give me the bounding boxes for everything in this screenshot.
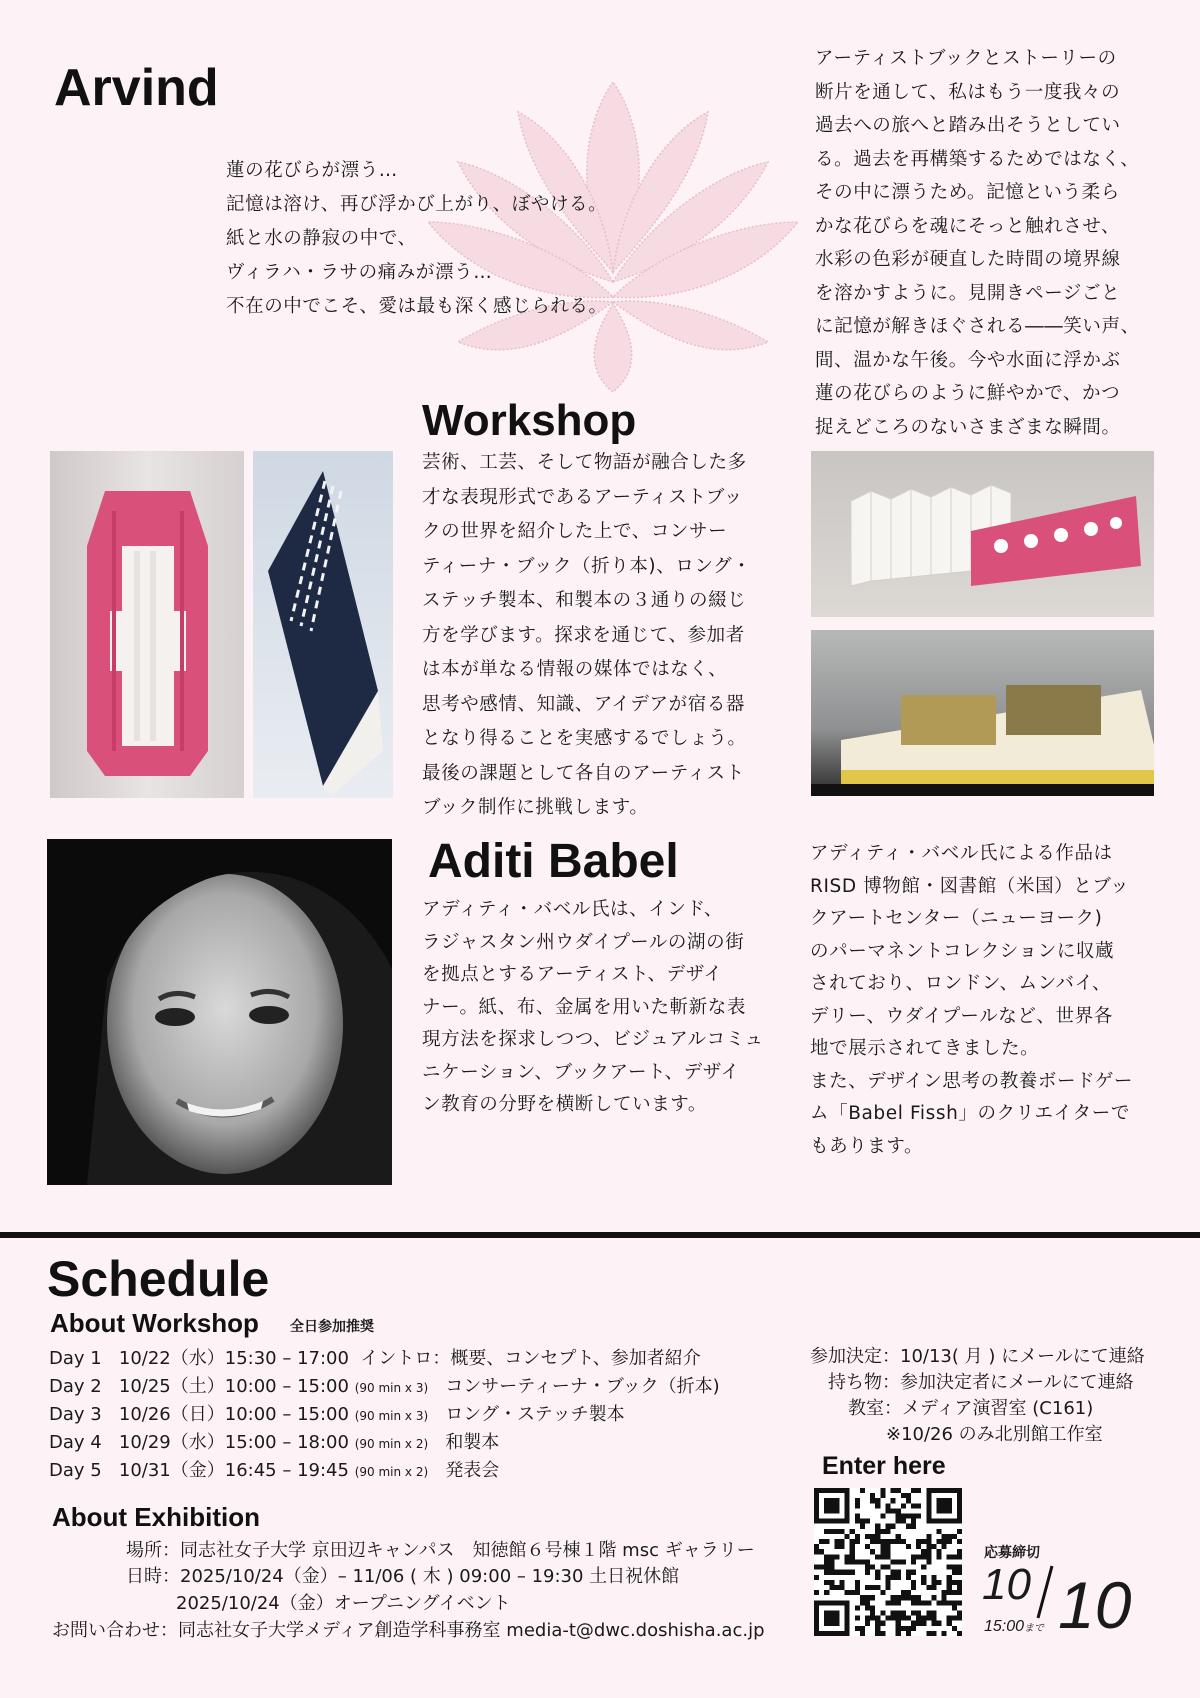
day-datetime: 10/26（日）10:00 – 15:00	[118, 1404, 349, 1425]
day-label: Day 3	[49, 1404, 102, 1425]
belongings-info: 持ち物：参加決定者にメールにて連絡	[828, 1372, 1134, 1393]
workshop-line: 才な表現形式であるアーティストブッ	[422, 486, 743, 508]
navy-book-photo	[253, 451, 393, 798]
workshop-line: ブック制作に挑戦します。	[422, 797, 649, 818]
statement-line: る。過去を再構築するためではなく、	[815, 148, 1140, 170]
day-datetime: 10/22（水）15:30 – 17:00	[118, 1348, 349, 1369]
workshop-line: 方を学びます。探求を通じて、参加者	[422, 624, 745, 646]
day-label: Day 1	[49, 1348, 102, 1369]
deadline-time-value: 15:00	[984, 1618, 1025, 1635]
bio-line: のパーマネントコレクションに収蔵	[810, 940, 1115, 962]
deadline-until: まで	[1024, 1623, 1045, 1634]
day-label: Day 4	[49, 1432, 102, 1453]
room-note: ※10/26 のみ北別館工作室	[886, 1424, 1103, 1445]
deadline-month: 10	[982, 1560, 1031, 1609]
bio-line: アディティ・バベル氏は、インド、	[422, 899, 723, 920]
bio-line: もあります。	[810, 1135, 924, 1157]
poem-line: 不在の中でこそ、愛は最も深く感じられる。	[226, 296, 608, 317]
schedule-day-row	[49, 1344, 701, 1370]
poem-line: 紙と水の静寂の中で、	[226, 228, 417, 249]
dates-value: 2025/10/24（金）– 11/06 ( 木 ) 09:00 – 19:30 土日祝休館	[180, 1566, 680, 1587]
statement-line: 蓮の花びらのように鮮やかで、かつ	[815, 383, 1121, 404]
bio-line: 地で展示されてきました。	[810, 1038, 1040, 1059]
attendance-note: 全日参加推奨	[290, 1319, 374, 1335]
exhibition-dates	[126, 1562, 679, 1588]
day-description: イントロ：概要、コンセプト、参加者紹介	[360, 1348, 701, 1369]
opening-event	[176, 1589, 511, 1615]
statement-line: 捉えどころのないさまざまな瞬間。	[815, 416, 1121, 438]
contact	[52, 1616, 765, 1642]
day-duration: (90 min x 2)	[354, 1465, 429, 1479]
bio-line: ン教育の分野を横断しています。	[422, 1094, 708, 1115]
workshop-schedule-heading: About Workshop	[50, 1308, 259, 1338]
exhibition-venue	[126, 1536, 755, 1562]
poem-line: 蓮の花びらが漂う…	[226, 160, 398, 181]
artist-bio-right	[810, 838, 1133, 1163]
schedule-day-row	[49, 1456, 499, 1482]
concertina-book-photo	[811, 451, 1154, 617]
venue-value: 同志社女子大学 京田辺キャンパス 知徳館６号棟１階 msc ギャラリー	[180, 1540, 755, 1561]
bio-line: ム「Babel Fissh」のクリエイターで	[810, 1103, 1130, 1124]
day-datetime: 10/31（金）16:45 – 19:45	[118, 1460, 349, 1481]
qr-code[interactable]	[814, 1488, 962, 1636]
schedule-day-row	[49, 1372, 720, 1398]
schedule-day-row	[49, 1400, 625, 1426]
opening-value: 2025/10/24（金）オープニングイベント	[176, 1593, 511, 1614]
day-description: 発表会	[445, 1460, 500, 1481]
workshop-line: となり得ることを実感するでしょう。	[422, 728, 747, 749]
deadline-slash	[1032, 1562, 1056, 1622]
day-description: コンサーティーナ・ブック（折本)	[445, 1376, 720, 1397]
bio-line: また、デザイン思考の教養ボードゲー	[810, 1070, 1134, 1092]
statement-line: かな花びらを魂にそっと触れさせ、	[815, 215, 1121, 237]
schedule-day-row	[49, 1428, 499, 1454]
statement-line: に記憶が解きほぐされる――笑い声、	[815, 316, 1140, 337]
dates-label: 日時：	[126, 1566, 180, 1587]
day-duration: (90 min x 3)	[354, 1409, 429, 1423]
day-label: Day 2	[49, 1376, 102, 1397]
bio-line: クアートセンター（ニューヨーク)	[810, 908, 1103, 929]
poem-line: 記憶は溶け、再び浮かび上がり、ぼやける。	[226, 194, 608, 215]
bio-line: RISD 博物館・図書館（米国）とブッ	[810, 875, 1130, 897]
stitched-book-photo	[811, 630, 1154, 796]
bio-line: アディティ・バベル氏による作品は	[810, 843, 1113, 864]
workshop-line: クの世界を紹介した上で、コンサー	[422, 521, 728, 542]
statement-line: アーティストブックとストーリーの	[815, 48, 1117, 69]
contact-label: お問い合わせ：	[52, 1620, 178, 1641]
workshop-description	[422, 446, 751, 826]
arvind-title: Arvind	[54, 59, 219, 117]
day-description: ロング・ステッチ製本	[445, 1404, 625, 1425]
workshop-title: Workshop	[422, 396, 637, 445]
statement-line: 過去への旅へと踏み出そうとしてい	[815, 115, 1121, 136]
bio-line: 現方法を探求しつつ、ビジュアルコミュ	[422, 1029, 764, 1050]
acceptance-notice: 参加決定：10/13( 月 ) にメールにて連絡	[810, 1346, 1145, 1367]
workshop-line: 最後の課題として各自のアーティスト	[422, 762, 745, 784]
statement-line: 断片を通して、私はもう一度我々の	[815, 81, 1121, 103]
bio-line: されており、ロンドン、ムンバイ、	[810, 973, 1112, 994]
contact-value[interactable]: 同志社女子大学メディア創造学科事務室 media-t@dwc.doshisha.ac.jp	[178, 1620, 765, 1641]
deadline-time	[984, 1618, 1044, 1636]
statement-line: 水彩の色彩が硬直した時間の境界線	[815, 249, 1121, 270]
workshop-line: 芸術、工芸、そして物語が融合した多	[422, 452, 747, 473]
workshop-line: ステッチ製本、和製本の３通りの綴じ	[422, 590, 747, 611]
workshop-line: ティーナ・ブック（折り本)、ロング・	[422, 555, 752, 577]
arvind-statement	[815, 42, 1140, 444]
arvind-poem	[226, 154, 608, 324]
pink-book-photo	[50, 451, 244, 798]
statement-line: その中に漂うため。記憶という柔ら	[815, 182, 1120, 203]
exhibition-heading: About Exhibition	[52, 1502, 260, 1532]
workshop-line: 思考や感情、知識、アイデアが宿る器	[422, 693, 746, 715]
venue-label: 場所：	[126, 1540, 180, 1561]
section-divider	[0, 1232, 1200, 1238]
statement-line: 間、温かな午後。今や水面に浮かぶ	[815, 349, 1121, 371]
deadline-day: 10	[1058, 1568, 1132, 1642]
poem-line: ヴィラハ・ラサの痛みが漂う…	[226, 262, 493, 283]
deadline-label: 応募締切	[984, 1545, 1040, 1561]
bio-line: ニケーション、ブックアート、デザイ	[422, 1061, 740, 1083]
aditi-portrait	[47, 839, 392, 1185]
bio-line: を拠点とするアーティスト、デザイ	[422, 964, 723, 985]
artist-bio-left	[422, 894, 764, 1122]
bio-line: デリー、ウダイプールなど、世界各	[810, 1005, 1113, 1027]
bio-line: ナー。紙、布、金属を用いた斬新な表	[422, 996, 746, 1018]
day-datetime: 10/25（土）10:00 – 15:00	[118, 1376, 349, 1397]
day-description: 和製本	[445, 1432, 500, 1453]
day-label: Day 5	[49, 1460, 102, 1481]
bio-line: ラジャスタン州ウダイプールの湖の街	[422, 931, 745, 953]
enter-here-label: Enter here	[822, 1452, 946, 1480]
day-duration: (90 min x 2)	[354, 1437, 429, 1451]
statement-line: を溶かすように。見開きページごと	[815, 282, 1121, 304]
workshop-line: は本が単なる情報の媒体ではなく、	[422, 659, 728, 680]
day-datetime: 10/29（水）15:00 – 18:00	[118, 1432, 349, 1453]
schedule-title: Schedule	[47, 1251, 270, 1307]
day-duration: (90 min x 3)	[354, 1381, 429, 1395]
room-info: 教室：メディア演習室 (C161)	[848, 1398, 1094, 1419]
artist-name: Aditi Babel	[428, 835, 679, 888]
